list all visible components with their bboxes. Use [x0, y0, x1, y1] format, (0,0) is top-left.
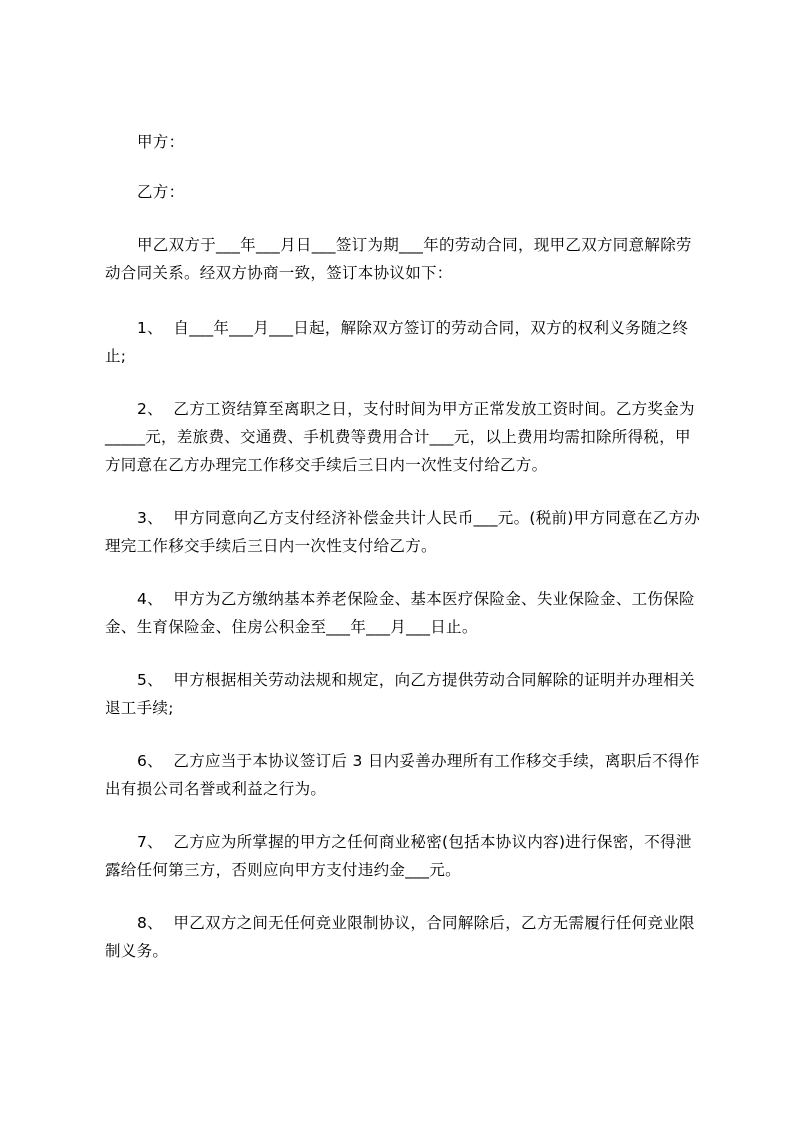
clause-line: 6、 乙方应当于本协议签订后 3 日内妥善办理所有工作移交手续，离职后不得作 [137, 752, 700, 770]
clause-line: 制义务。 [105, 942, 169, 960]
clause-line: _____元，差旅费、交通费、手机费等费用合计___元，以上费用均需扣除所得税，甲 [105, 428, 691, 446]
party-a-label: 甲方： [137, 133, 185, 151]
clause-line: 方同意在乙方办理完工作移交手续后三日内一次性支付给乙方。 [105, 456, 548, 474]
clause-line: 2、 乙方工资结算至离职之日，支付时间为甲方正常发放工资时间。乙方奖金为 [137, 400, 695, 418]
clause-line: 7、 乙方应为所掌握的甲方之任何商业秘密(包括本协议内容)进行保密，不得泄 [137, 833, 692, 851]
clause-line: 1、 自___年___月___日起，解除双方签订的劳动合同，双方的权利义务随之终 [137, 319, 689, 337]
clause-line: 止; [105, 347, 127, 365]
intro-line: 动合同关系。经双方协商一致，签订本协议如下： [105, 264, 453, 282]
clause-line: 出有损公司名誉或利益之行为。 [105, 780, 327, 798]
clause-line: 退工手续; [105, 699, 174, 717]
party-b-label: 乙方： [137, 183, 185, 201]
clause-line: 金、生育保险金、住房公积金至___年___月___日止。 [105, 618, 478, 636]
clause-line: 3、 甲方同意向乙方支付经济补偿金共计人民币___元。(税前)甲方同意在乙方办 [137, 509, 701, 527]
clause-line: 理完工作移交手续后三日内一次性支付给乙方。 [105, 537, 437, 555]
clause-line: 5、 甲方根据相关劳动法规和规定，向乙方提供劳动合同解除的证明并办理相关 [137, 671, 695, 689]
clause-line: 露给任何第三方，否则应向甲方支付违约金___元。 [105, 861, 461, 879]
intro-line: 甲乙双方于___年___月日___签订为期___年的劳动合同，现甲乙双方同意解除劳 [137, 236, 692, 254]
clause-line: 8、 甲乙双方之间无任何竞业限制协议，合同解除后，乙方无需履行任何竞业限 [137, 914, 695, 932]
clause-line: 4、 甲方为乙方缴纳基本养老保险金、基本医疗保险金、失业保险金、工伤保险 [137, 590, 695, 608]
